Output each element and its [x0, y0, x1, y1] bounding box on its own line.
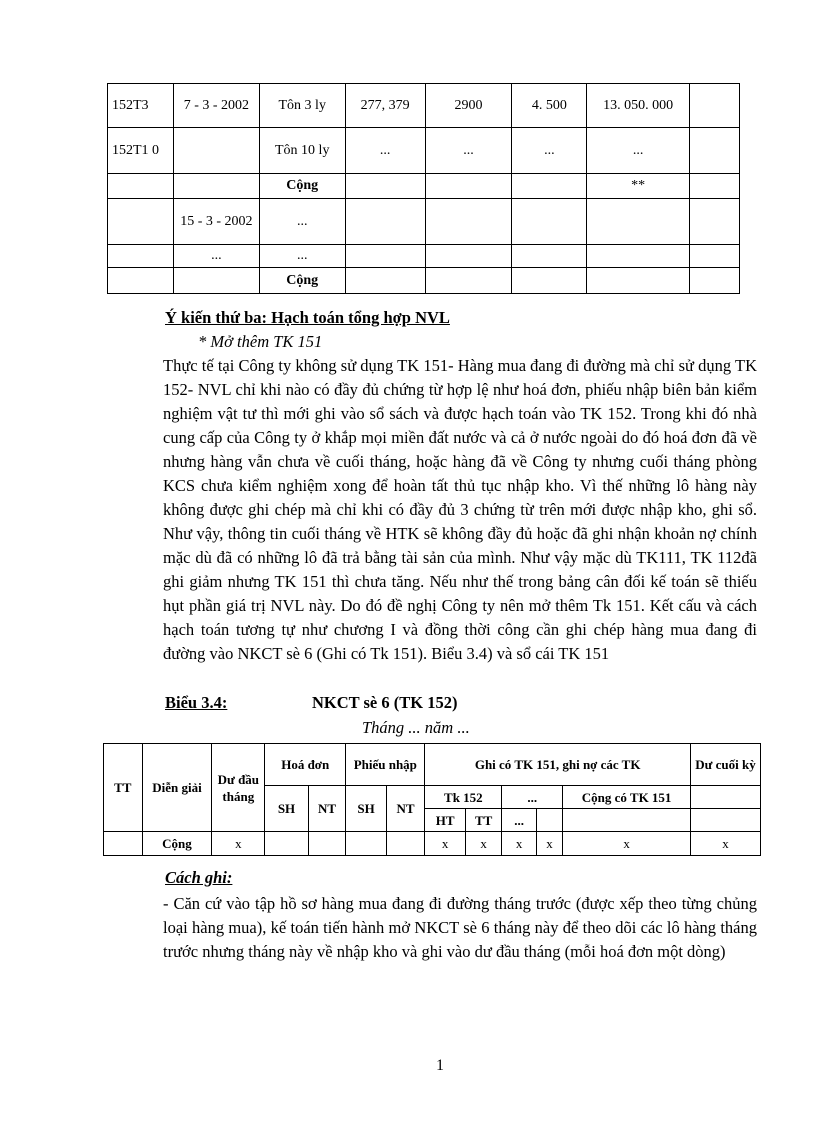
header-du-dau-thang: Dư đầu tháng	[212, 744, 265, 832]
header-sh-2: SH	[346, 786, 387, 832]
table-cell: Cộng	[259, 268, 345, 294]
table-cell: 4. 500	[512, 84, 587, 128]
empty-cell	[346, 832, 387, 856]
header-dots-2: ...	[502, 809, 536, 832]
table-row	[108, 245, 740, 268]
table-cell: **	[587, 174, 690, 199]
header-phieu-nhap: Phiếu nhập	[346, 744, 425, 786]
table-row	[108, 84, 740, 128]
table-cell	[690, 268, 740, 294]
empty-cell	[690, 786, 760, 809]
table-cell: Cộng	[259, 174, 345, 199]
table-cell	[108, 174, 174, 199]
table-cell: 277, 379	[345, 84, 425, 128]
empty-cell	[563, 809, 691, 832]
cach-ghi-heading: Cách ghi:	[165, 868, 233, 887]
table-cell: ...	[425, 128, 512, 174]
bieu-period: Tháng ... năm ...	[362, 718, 470, 737]
header-du-cuoi-ky: Dư cuối kỳ	[690, 744, 760, 786]
table-cell	[690, 245, 740, 268]
table-cell	[512, 174, 587, 199]
table-cell: ...	[259, 245, 345, 268]
header-ghi-co: Ghi có TK 151, ghi nợ các TK	[425, 744, 691, 786]
table-cell	[173, 268, 259, 294]
table-cell: 2900	[425, 84, 512, 128]
table-cell: ...	[512, 128, 587, 174]
table-cell	[512, 199, 587, 245]
header-hoa-don: Hoá đơn	[265, 744, 346, 786]
table-cell	[345, 174, 425, 199]
header-dots: ...	[502, 786, 563, 809]
table-cell	[425, 245, 512, 268]
table-cell	[690, 174, 740, 199]
section-heading: Ý kiến thứ ba: Hạch toán tổng hợp NVL	[165, 308, 450, 327]
x-mark: x	[212, 832, 265, 856]
empty-cell	[386, 832, 425, 856]
table-cell: Tôn 10 ly	[259, 128, 345, 174]
total-row-label: Cộng	[142, 832, 212, 856]
table-cell	[587, 268, 690, 294]
header-tt: TT	[104, 744, 143, 832]
x-mark: x	[690, 832, 760, 856]
table-cell: Tôn 3 ly	[259, 84, 345, 128]
header-cong-co: Cộng có TK 151	[563, 786, 691, 809]
body-paragraph-text: Thực tế tại Công ty không sử dụng TK 151- Hàng mua đang đi đường mà chỉ sử dụng TK 152- NVL chỉ khi nào có đầy đủ chứng từ hợp lệ như hoá đơn, phiếu nhập biên bản kiểm nghiệm vật tư thì mới ghi vào sổ sách và được hạch toán vào TK 152. Trong khi đó nhà cung cấp của Công ty ở khắp mọi miền đất nước và cả ở nước ngoài do đó hoá đơn đã về nhưng hàng vẫn chưa về cuối tháng, hoặc hàng đã về Công ty nhưng cuối tháng phòng KCS chưa kiểm nghiệm xong để hoàn tất thủ tục nhập kho. Vì thế những lô hàng này không được ghi chép mà chỉ khi có đầy đủ 3 chứng từ trên mới được nhập kho, ghi sổ. Như vậy, thông tin cuối tháng về HTK sẽ không đầy đủ hoặc đã ghi nhận khoản nợ chính mặc dù đã có những lô đã trả bằng tài sản của mình. Như vậy mặc dù TK111, TK 112đã ghi giảm nhưng TK 151 thì chưa tăng. Nếu như thế trong bảng cân đối kế toán sẽ thiếu hụt phần giá trị NVL này. Do đó đề nghị Công ty nên mở thêm Tk 151. Kết cấu và cách hạch toán tương tự như chương I và đồng thời công cần ghi chép hàng mua đang đi đường vào NKCT sè 6 (Ghi có Tk 151). Biểu 3.4) và sổ cái TK 151	[163, 356, 757, 663]
empty-cell	[104, 832, 143, 856]
table-row	[108, 174, 740, 199]
table-cell	[108, 199, 174, 245]
bieu-label: Biểu 3.4:	[165, 693, 228, 712]
header-sh-1: SH	[265, 786, 309, 832]
bieu-title: NKCT sè 6 (TK 152)	[312, 693, 458, 712]
table-cell: 13. 050. 000	[587, 84, 690, 128]
header-tk-152: Tk 152	[425, 786, 502, 809]
body-paragraph	[163, 354, 757, 666]
header-ht: HT	[425, 809, 466, 832]
table-cell: ...	[173, 245, 259, 268]
table-cell	[425, 174, 512, 199]
header-nt-2: NT	[386, 786, 425, 832]
table-cell: ...	[345, 128, 425, 174]
table-cell	[173, 128, 259, 174]
cach-ghi-text: - Căn cứ vào tập hồ sơ hàng mua đang đi đường tháng trước (được xếp theo từng chủng loại hàng mua), kế toán tiến hành mở NKCT sè 6 tháng này để theo dõi các lô hàng tháng trước nhưng tháng này về nhập kho và ghi vào dư đầu tháng (mỗi hoá đơn một dòng)	[163, 894, 757, 961]
table-cell	[108, 245, 174, 268]
nkct-table	[103, 743, 761, 856]
empty-cell	[536, 809, 562, 832]
header-dien-giai: Diễn giải	[142, 744, 212, 832]
table-row	[108, 128, 740, 174]
header-nt-1: NT	[308, 786, 346, 832]
table-cell	[345, 268, 425, 294]
table-cell	[173, 174, 259, 199]
table-cell	[425, 199, 512, 245]
table-cell: ...	[259, 199, 345, 245]
table-cell: 7 - 3 - 2002	[173, 84, 259, 128]
table-row	[108, 268, 740, 294]
table-cell	[587, 245, 690, 268]
inventory-table	[107, 83, 740, 294]
x-mark: x	[425, 832, 466, 856]
x-mark: x	[536, 832, 562, 856]
table-cell	[108, 268, 174, 294]
cach-ghi-paragraph	[163, 892, 757, 964]
table-cell	[425, 268, 512, 294]
table-cell: 152T1 0	[108, 128, 174, 174]
empty-cell	[690, 809, 760, 832]
table-cell	[587, 199, 690, 245]
x-mark: x	[465, 832, 502, 856]
empty-cell	[265, 832, 309, 856]
x-mark: x	[563, 832, 691, 856]
table-cell: 152T3	[108, 84, 174, 128]
table-cell: 15 - 3 - 2002	[173, 199, 259, 245]
table-cell	[512, 245, 587, 268]
table-cell	[690, 199, 740, 245]
table-cell: ...	[587, 128, 690, 174]
x-mark: x	[502, 832, 536, 856]
section-subheading: * Mở thêm TK 151	[198, 332, 323, 351]
table-cell	[690, 84, 740, 128]
page-number: 1	[436, 1057, 444, 1074]
empty-cell	[308, 832, 346, 856]
table-cell	[690, 128, 740, 174]
header-tt-2: TT	[465, 809, 502, 832]
table-row	[108, 199, 740, 245]
table-cell	[345, 245, 425, 268]
table-cell	[512, 268, 587, 294]
table-cell	[345, 199, 425, 245]
